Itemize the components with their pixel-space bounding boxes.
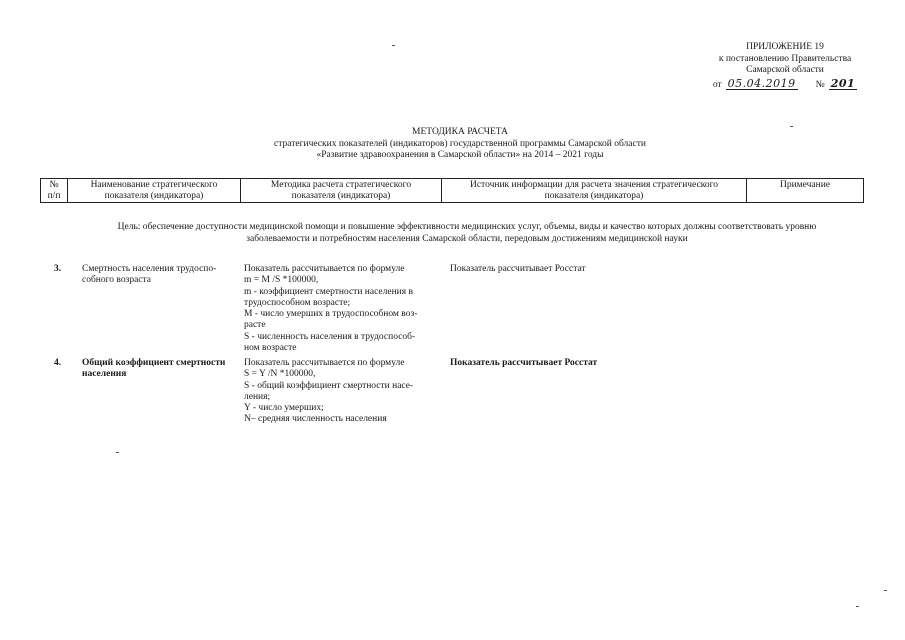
header-name (68, 179, 241, 203)
row-3-num: 3. (54, 264, 62, 274)
header-method-line2: показателя (индикатора) (291, 190, 391, 201)
row-3-method (244, 264, 444, 354)
scan-speck (856, 606, 859, 607)
annex-region-line: Самарской области (746, 65, 824, 75)
title-line-1: МЕТОДИКА РАСЧЕТА (412, 127, 508, 137)
goal-line-2: заболеваемости и потребностям населения Самарской области, передовым достижениям медицинской науки (246, 233, 688, 244)
row-4-name-line2: населения (82, 369, 127, 380)
row-4-method-line: Показатель рассчитывается по формуле (244, 358, 405, 368)
row-3-method-line: m - коэффициент смертности населения в (244, 286, 413, 297)
row-3-method-line: m = M /S *100000, (244, 275, 319, 286)
row-3-method-line: ном возрасте (244, 343, 297, 354)
scan-speck (884, 590, 887, 591)
row-3-source: Показатель рассчитывает Росстат (450, 264, 586, 274)
row-4-method-line: S = Y /N *100000, (244, 369, 316, 380)
row-3-name-line2: собного возраста (82, 275, 152, 286)
annex-ref-line: к постановлению Правительства (718, 53, 852, 64)
row-3-name (82, 264, 238, 287)
handwritten-number: 201 (830, 76, 856, 90)
header-num-line2: п/п (47, 190, 61, 201)
annex-block (690, 42, 880, 91)
row-4-source: Показатель рассчитывает Росстат (450, 358, 598, 368)
row-3-method-line: Показатель рассчитывается по формуле (244, 264, 405, 274)
header-name-line1: Наименование стратегического (90, 180, 218, 190)
scan-speck (116, 452, 119, 453)
row-4-name (82, 358, 238, 381)
document-title (160, 127, 760, 162)
header-name-line2: показателя (индикатора) (104, 190, 204, 201)
row-4-method-line: ления; (244, 391, 271, 402)
date-prefix: от (712, 79, 722, 90)
header-num (41, 179, 68, 203)
goal-line-1: Цель: обеспечение доступности медицинской помощи и повышение эффективности медицинских услуг, объемы, виды и качество которых должны соответствовать уровню (117, 222, 817, 232)
header-source-line1: Источник информации для расчета значения стратегического (469, 180, 719, 190)
row-4-method-line: S - общий коэффициент смертности насе- (244, 380, 414, 391)
row-3-method-line: М - число умерших в трудоспособном воз- (244, 309, 418, 320)
row-3-name-line1: Смертность населения трудоспо- (82, 264, 217, 274)
row-3-method-line: расте (244, 320, 266, 331)
number-prefix: № (815, 79, 825, 90)
header-source (442, 179, 747, 203)
title-line-2: стратегических показателей (индикаторов) государственной программы Самарской области (274, 138, 646, 149)
header-note (747, 179, 864, 203)
row-4-num: 4. (54, 358, 62, 368)
annex-title: ПРИЛОЖЕНИЕ 19 (746, 42, 824, 52)
table-header (40, 178, 864, 203)
scan-speck (392, 45, 395, 46)
table-header-row (41, 179, 864, 203)
header-num-line1: № (49, 180, 59, 190)
annex-date-line (690, 78, 880, 92)
header-method-line1: Методика расчета стратегического (270, 180, 412, 190)
row-4-method-line: Y - число умерших; (244, 403, 324, 414)
header-note-line1: Примечание (779, 180, 831, 190)
header-method (241, 179, 442, 203)
goal-statement (62, 222, 872, 245)
row-4-name-line1: Общий коэффициент смертности (82, 358, 226, 368)
handwritten-date: 05.04.2019 (727, 76, 796, 90)
title-line-3: «Развитие здравоохранения в Самарской области» на 2014 – 2021 годы (316, 150, 604, 160)
row-4-method-line: N– средняя численность населения (244, 414, 387, 425)
row-4-method (244, 358, 444, 426)
scan-speck (790, 126, 793, 127)
row-3-method-line: трудоспособном возрасте; (244, 297, 351, 308)
row-3-method-line: S - численность населения в трудоспособ- (244, 331, 416, 342)
header-source-line2: показателя (индикатора) (544, 190, 644, 201)
